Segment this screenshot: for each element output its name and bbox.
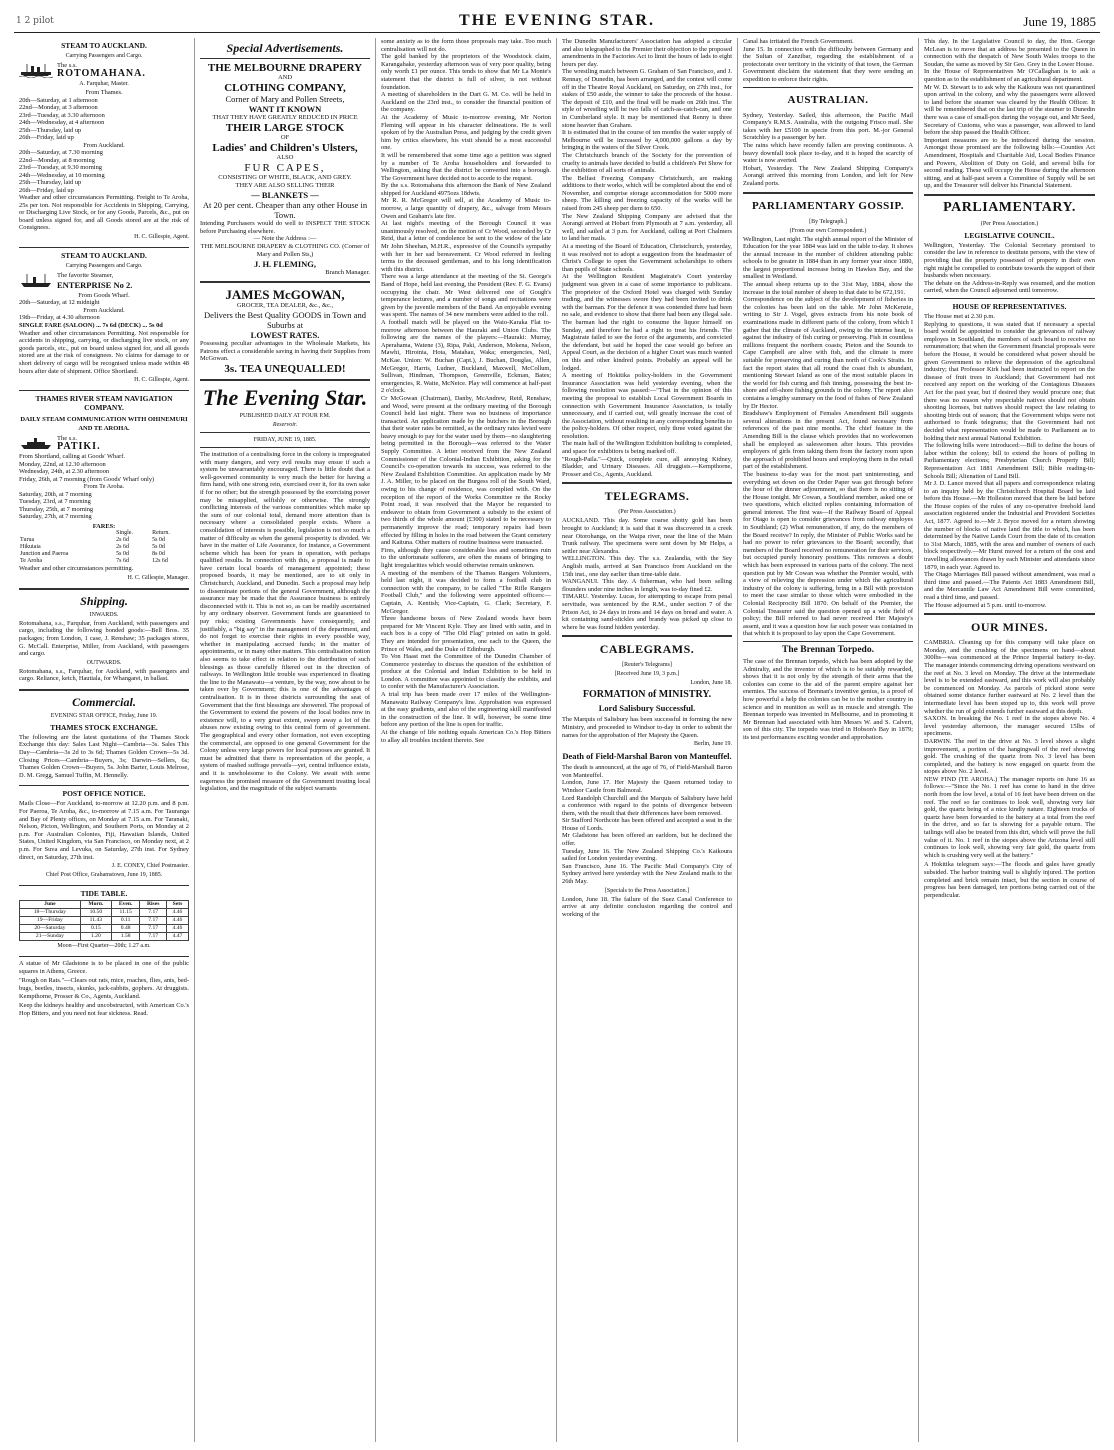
- exchange-heading: THAMES STOCK EXCHANGE.: [50, 722, 158, 732]
- table-cell: 11.15: [111, 909, 139, 917]
- table-cell: Hikutaia: [20, 544, 41, 551]
- table-cell: 0.15: [80, 925, 111, 933]
- sailing-line: 24th—Wednesday, at 4 afternoon: [19, 119, 105, 126]
- ad-line: THEY ARE ALSO SELLING THEIR: [235, 182, 335, 189]
- telegrams-text: AUCKLAND. This day. Some coarse shotty gold has been brought to Auckland; it is said that it was discovered in a creek near Otorohanga, on the Waipa river, near the line of the Main Trunk railway. The specimens were sent down by Mr Helps, a settler near Alexandra. WELLINGTON. This day. The s.s. Zealandia, with the Sey Anglish mails, arrived at San Francisco from Auckland on the 15th inst., one day earlier than time-table date. WANGANUI. This day. A fisherman, who had been selling flounders under nine inches in length, was to-day fined £2. TIMARU. Yesterday. Lucas, for attempting to escape from penal servitude, was sentenced by the R.M., under section 7 of the Prison Act, to 24 days in irons and 14 days on bread and water. A kit containing sand-stickles and brandy was picked up close to where he was found hidden yesterday.: [562, 517, 732, 631]
- table-cell: 4.47: [166, 933, 188, 941]
- divider: [562, 482, 732, 484]
- table-cell: 0.48: [111, 925, 139, 933]
- ad-line: THAT THEY HAVE GREATLY REDUCED IN PRICE: [212, 114, 358, 121]
- sailing-line: From Te Aroha.: [83, 483, 125, 491]
- divider: [743, 87, 913, 88]
- table-cell: Te Aroha: [20, 558, 43, 565]
- firm-address: Corner of Mary and Pollen Streets,: [225, 94, 345, 104]
- inwards-text: Rotomahana, s.s., Farquhar, from Auckland, with passengers and cargo, including the following bonded goods:—Bell Bros. 35 packages; from London, 1 case, J. Renshaw; 35 packages stores, G. McCall. Enterprise, Miller, from Auckland, with passengers and cargo.: [19, 619, 189, 658]
- australian-text: Sydney, Yesterday. Sailed, this afternoon, the Pacific Mail Company's R.M.S. Australia, with the outgoing Frisco mail. She takes with her £5100 in specie from this port. M.-jor General Scratchley is a passenger by her. The rains which have recently fallen are proving continuous. A heavy downfall took place to-day, and it is hoped the scarcity of water is now averted. Hobart, Yesterday. The New Zealand Shipping Company's Aorangi arrived this morning from London, and left for New Zealand ports.: [743, 111, 913, 187]
- divider: [19, 247, 189, 248]
- news-item: Keep the kidneys healthy and uncobstructed, with American Co.'s Hop Bitters, and you need not fear sickness. Read.: [19, 1002, 189, 1017]
- divider: [19, 689, 189, 691]
- manager-title: Branch Manager.: [325, 269, 370, 277]
- sailing-line: From Auckland.: [83, 306, 125, 314]
- table-cell: 20—Saturday: [20, 925, 81, 933]
- news-item: A statue of Mr Gladstone is to be placed in one of the public squares in Athens, Greece.: [19, 960, 189, 975]
- sailing-line: Monday, 22nd, at 12.30 afternoon: [19, 460, 106, 468]
- section-heading: THAMES RIVER STEAM NAVIGATION COMPANY.: [35, 394, 173, 413]
- masthead: [14, 6, 1100, 33]
- sailing-line: 20th—Saturday, at 12 midnight: [19, 299, 100, 307]
- table-row: [19, 551, 189, 558]
- agent-signature: H. C. Gillespie, Manager.: [127, 574, 189, 581]
- cablegrams-received: [Received June 19, 3 p.m.]: [614, 671, 680, 678]
- divider: [924, 613, 1095, 615]
- divider: [200, 281, 370, 283]
- section-subheading: Carrying Passengers and Cargo.: [65, 53, 143, 59]
- house-heading: HOUSE OF REPRESENTATIVES.: [952, 302, 1067, 312]
- shipping-note: Weather and other circumstances Permitting. Not responsible for accidents in shipping, carrying, or discharging live stock, or any goods parcels, etc., put on board unless signed for, and all goods stored are at the risk of consignees. No claims for damage to or short delivery of cargo will be recognised unless made within 48 hours after date of shipment. Office Shortland.: [19, 329, 189, 375]
- table-cell: 8s 0d: [152, 551, 165, 558]
- ad-line: THE MELBOURNE DRAPERY & CLOTHING CO. (Corner of Mary and Pollen Sts,): [200, 243, 370, 259]
- divider: [924, 194, 1095, 196]
- hokitika-text: A Hokitika telegram says:—The floods and gales have greatly subsided. The harbor training wall is slightly injured. The portion completed and brick remain intact, but the section in course of progress has been damaged, ten portions being carried out of the perpendicular.: [924, 861, 1095, 899]
- table-row: [19, 544, 189, 551]
- divider: [200, 58, 370, 59]
- sailing-line: 20th—Saturday, at 1 afternoon: [19, 96, 98, 104]
- enterprise-ad: [19, 251, 189, 384]
- table-row: [20, 917, 189, 925]
- cable-news-text: The death is announced, at the age of 76, of Field-Marshall Baron von Manteuffel. London, June 17. Her Majesty the Queen returned today to Windsor Castle from Balmoral. Lord Randolph Churchill and the Marquis of Salisbury have held a conference with regard to the points of divergence between them, with the result that their differences have been removed. Sir Stafford Northcote has been offered and accepted a seat in the House of Lords. Mr Gladstone has been offered an earldom, but he declined the offer. Tuesday, June 16. The New Zealand Shipping Co.'s Kaikoura sailed for London yesterday evening. San Francisco, June 16. The Pacific Mail Company's City of Sydney arrived here yesterday with the New Zealand mails to the 26th May.: [562, 764, 732, 886]
- gossip-correspondent: (From our own Correspondent.): [789, 227, 867, 234]
- divider: [200, 379, 370, 381]
- house-text: The House met at 2.30 p.m. Replying to questions, it was stated that if necessary a special board would be appointed to consider the grievances of railway employes in Southland, the members of such board to receive no remuneration; that when the Government financial proposals were before the House, it would be considered what power should be given Government to relieve the depression of the agricultural industry; that Professor Kirk had been instructed to report on the disease of fruit trees in Auckland; that Government had not received any report on the working of the Contagious Diseases Act for the past year, but if desired they would procure one; that there was no reason why respectable natives should not obtain shooting licenses, but natives should respect the law relating to shooting birds out of season; that the Government whips were not authorised to frank telegrams; that the Government had not decided what representation would be made to Parliament as to holding their next annual National Exhibition. The following bills were introduced:—Bill to define the hours of labor within the colony; bill to extend the hours of polling in Parliamentary elections; Presbyterian Church Property Bill; Representation Act 1881 Amendment Bill; Bible reading-in-Schools Bill; Alienation of Land Bill. Mr J. D. Lance moved that all papers and correspondence relating to an inquiry held by the Christchurch Hospital Board be laid before this House.—Mr Holleston moved that there be laid before the House copies of the rules of any co-operative freehold land association registered under the Industrial and Provident Societies Act, 1877. Agreed to.—Mr J. Bryce moved for a return showing the number of blocks of native land the title to which, has been determined by the Native Lands Court from the date of its creation to 31st March, 1885, with the area and number of owners of each block respectively.—Mr Hurst moved for a return of the cost and travelling allowances drawn by each Minister and attendants since 1879, in each year. Agreed to. The Otago Marriages Bill passed without amendment, was read a third time and passed.—The Patents Act 1883 Amendment Bill, and the Mercantile Law Act Amendment Bill were committed, read a third time, and passed. The House adjourned at 5 p.m. until to-morrow.: [924, 313, 1095, 609]
- sailing-line: 25th—Thursday, laid up: [19, 126, 82, 134]
- corner-label: 1 2 pilot: [16, 16, 54, 26]
- shipping-section: [19, 594, 189, 683]
- divider: [19, 785, 189, 786]
- telegrams-subheading: (Per Press Association.): [618, 509, 676, 516]
- section-subheading: DAILY STEAM COMMUNICATION WITH OHINEMURI AND TE AROHA.: [20, 416, 188, 433]
- section-heading: STEAM TO AUCKLAND.: [61, 250, 147, 260]
- table-cell: Turua: [20, 537, 35, 544]
- sailing-line: 23rd—Tuesday, at 3.30 afternoon: [19, 111, 105, 119]
- newspaper-title: THE EVENING STAR.: [459, 12, 655, 29]
- ship-prefix: The s.s.: [57, 435, 78, 443]
- ad-line: THEIR LARGE STOCK: [225, 122, 345, 134]
- ad-line: CONSISTING OF WHITE, BLACK, AND GREY.: [218, 174, 352, 181]
- commercial-subheading: EVENING STAR OFFICE, Friday, June 19.: [50, 712, 158, 719]
- table-cell: 7s 6d: [116, 558, 129, 565]
- ship-block: [19, 435, 189, 451]
- patiki-ad: [19, 394, 189, 582]
- table-row: [20, 933, 189, 941]
- parliamentary-heading: PARLIAMENTARY.: [943, 199, 1076, 215]
- sailing-line: From Shortland, calling at Goods' Wharf.: [19, 453, 125, 461]
- table-cell: 7.17: [140, 917, 167, 925]
- mcgowan-ad: [200, 287, 370, 375]
- fares-table: [19, 530, 189, 565]
- newspaper-banner: The Evening Star.: [202, 384, 368, 410]
- table-cell: 5s 0d: [152, 544, 165, 551]
- table-row: [19, 537, 189, 544]
- rotomahana-ad: [19, 41, 189, 241]
- inwards-heading: INWARDS.: [89, 611, 119, 618]
- table-header-cell: Return.: [152, 530, 170, 537]
- table-cell: 21—Sunday: [20, 933, 81, 941]
- manager-name: J. H. FLEMING,: [253, 259, 317, 270]
- parliamentary-subheading: (Per Press Association.): [980, 220, 1039, 227]
- commercial-section: [19, 695, 189, 780]
- shipping-heading: Shipping.: [80, 593, 128, 608]
- agent-signature: H. C. Gillespie, Agent.: [134, 233, 189, 240]
- sailing-line: Wednesday, 24th, at 2.30 afternoon: [19, 468, 110, 476]
- ship-master: A. Farquhar, Master.: [79, 81, 129, 87]
- table-header-cell: Morn.: [80, 901, 111, 909]
- table-cell: 5s 0d: [152, 537, 165, 544]
- outwards-heading: OUTWARDS.: [86, 659, 122, 666]
- ad-conjunction: AND: [277, 74, 293, 81]
- banner-subtitle: PUBLISHED DAILY AT FOUR P.M.: [239, 412, 331, 419]
- ship-name: ENTERPRISE No 2.: [57, 279, 133, 290]
- fare-line: SINGLE FARE (SALOON) ... 7s 6d (DECK) ... 5s 0d: [19, 321, 163, 329]
- table-header-cell: Sets: [166, 901, 188, 909]
- sailing-line: Tuesday, 23rd, at 7 morning: [19, 498, 91, 506]
- cablegrams-dateline: London, June 18.: [690, 680, 732, 687]
- table-header-cell: [19, 530, 115, 537]
- news-text: The Dunedin Manufacturers' Association has adopted a circular and also telegraphed to the Premier their objection to the proposed amendments in the Factories Act to limit the hours of lads to eight hours per day. The wrestling match between G. Graham of San Francisco, and J. Rennay, of Dunedin, has been arranged, and the contest will come off in the Theatre Royal Auckland, on Saturday, on 27th inst., for stakes of £50 aside, the winner to take the proceeds of the house. The deposit of £10, and the final will be made on 26th inst. The style of wrestling will be two falls of catch-as-catch-can, and one in Cumberland style. It may be mentioned that Renny is three stone heavier than Graham. It is estimated that in the course of ten months the water supply of Melbourne will be increased by 4,000,000 gallons a day by bringing in the waters of the Silver Creek. The Christchurch branch of the Society for the prevention of cruelty to animals have decided to build a children's Pet Show for the exhibition of all sorts of animals. The Belfast Freezing Company Christchurch, are making additions to their works, which will be completed about the end of November, and comprise storage accommodation for 5000 more sheep. The killing and freezing capacity of the works will be raised from 245 sheep per diem to 650. The New Zealand Shipping Company are advised that the Aorangi arrived at Hobart from Plymouth at 7 a.m. yesterday, all well, and sailed at 3 p.m. for Auckland, calling at Port Chalmers to land her mails. At a meeting of the Board of Education, Christchurch, yesterday, it was resolved not to adopt a suggestion from the headmaster of Christ's College to open the Government scholarships to others than pupils of State schools. At the Wellington Resident Magistrate's Court yesterday judgment was given in a case of some importance to publicans. The proprietor of the Oxford Hotel was charged with Sunday trading, and the witnesses swore they had been invited to drink with the barman. For the defence it was contended there had been no sale, and evidence to show that there had been any illegal sale. The barman had the right to consume the liquor himself on Sunday, and therefore he had a right to treat his friends. The Magistrate failed to see the force of the arguments, and convicted the defendant, but said he hoped the case would go before an Appeal Court, as the decision of a higher Court was much wanted on this and other kindred points. Probably an appeal will be lodged. A meeting of Hokitika policy-holders in the Government Insurance Association was held yesterday evening, when the following resolution was passed:—"That in the opinion of this meeting the proposal to establish Local Government Boards in connection with Government Insurance Association, is totally unnecessary, and if carried out, will greatly increase the cost of the Association, without resulting in any corresponding benefits to the policy-holders. Of other respect, only three voted against the resolution. The main hall of the Wellington Exhibition building is completed, and space for exhibitors is being marked off. "Rough-Paila."—Quick, complete cure, all annoying Kidney, Bladder, and Urinary Diseases. All druggists.—Kempthorne, Prosser and Co., Agents, Auckland.: [562, 38, 733, 478]
- sailing-line: 24th—Wednesday, at 10 morning: [19, 171, 105, 179]
- firm-name: THE MELBOURNE DRAPERY: [207, 62, 363, 74]
- exchange-text: The following are the latest quotations of the Thames Stock Exchange this day: Sales Last Night—Cambria—3s. Sales This Day—Cambria—3s 2d to 3s 6d; Thames Golden Crown—5s 3d. Closing Prices—Cambria—Buyers, 3s; Darwin—Sellers, 6s; Thames Golden Crown—Buyers, 5s. John Barter, Louis Melrose, D. M. Gregg, Samuel Tuffin, M. Hennelly.: [19, 733, 189, 779]
- column-4: [557, 38, 738, 1442]
- table-cell: 5s 0d: [116, 551, 129, 558]
- melbourne-drapery-ad: [200, 62, 370, 277]
- divider: [743, 641, 913, 642]
- table-cell: 1.58: [111, 933, 139, 941]
- mines-text: CAMBRIA. Cleaning up for this company will take place on Monday, and the crushing of the specimens on hand—about 300lbs—was commenced at the Prince Imperial battery to-day. The manager intends commencing driving operations westward on the reef at No. 3 level on Monday. The drive at the intermediate level is to be extended eastward, and this work will also probably be commenced on Monday. As parcels of picked stone were obtained some distance further eastward at No. 2 level than the intermediate level has been stoped up to, this work will prove whether the run of gold extends further eastward at this depth. SAXON. In breaking the No. 1 reef in the stopes above No. 4 level yesterday afternoon, the manager secured 15lbs of specimens. DARWIN. The reef in the drive at No. 3 level shows a slight improvement, a portion of the hangingwall of the reef showing gold. The crushing of the quartz from No. 3 level has been completed, and the battery is now engaged on quartz from the stopes above No. 2 level. NEW FIND (TE AROHA.) The manager reports on June 16 as follows:—"Since the No. 1 reef has come to hand in the drive north from the low level, a total of 16 feet have been driven on the reef. The reef so far continues to look well, showing very fair gold, the quartz being of a nice kindly nature. Eighteen trucks of quartz have been forwarded to the battery at a total from the reef in the drive, and so far is showing for a payable return. The tailings will also be treated from this dirt, which will prove the full value of it. No. 1 reef in the stopes above the Arizona level still continues to look well, showing very fair gold, the quartz from which is crushing very well at the battery.": [924, 639, 1095, 859]
- steamship-icon: [19, 62, 53, 78]
- table-cell: 7.17: [140, 909, 167, 917]
- fares-title: FARES:: [92, 522, 116, 530]
- table-row: [19, 530, 189, 537]
- table-cell: 19—Friday: [20, 917, 81, 925]
- ad-line: WANT IT KNOWN: [248, 104, 322, 114]
- suez-text: London, June 18. The failure of the Suez Canal Conference to arrive at any definite conclusion regarding the control and working of the: [562, 895, 732, 918]
- ship-block: [19, 272, 189, 290]
- salisbury-headline: Lord Salisbury Successful.: [598, 703, 696, 714]
- divider: [19, 956, 189, 957]
- table-cell: Junction and Paeroa: [20, 551, 69, 558]
- section-subheading: Carrying Passengers and Cargo.: [65, 262, 143, 269]
- column-6: [919, 38, 1100, 1442]
- commercial-heading: Commercial.: [72, 694, 136, 709]
- divider: [19, 390, 189, 391]
- table-cell: 7.17: [140, 933, 167, 941]
- column-5: [738, 38, 919, 1442]
- sailing-times: [19, 89, 189, 194]
- sailing-line: From Auckland.: [83, 141, 125, 149]
- special-ads-heading: Special Advertisements.: [226, 41, 344, 55]
- table-header-cell: June: [20, 901, 81, 909]
- sailing-line: Friday, 26th, at 7 morning (from Goods' Wharf only): [19, 475, 155, 483]
- table-header-cell: Even.: [111, 901, 139, 909]
- banner-note: Reservoir.: [272, 421, 298, 428]
- table-cell: 4.46: [166, 925, 188, 933]
- news-item: "Rough on Rats."—Clears out rats, mice, roaches, flies, ants, bed-bugs, beetles, insects, skunks, jack-rabbits, gophers. At druggists. Kempthorne, Prosser & Co., Agents, Auckland.: [19, 977, 189, 1000]
- sailing-line: From Goods Wharf.: [78, 291, 130, 299]
- ship-prefix: The favorite Steamer,: [57, 271, 114, 279]
- divider: [924, 298, 1095, 299]
- divider: [743, 192, 913, 194]
- grocer-name: JAMES McGOWAN,: [225, 287, 345, 303]
- formation-headline: FORMATION of MINISTRY.: [582, 689, 712, 701]
- ad-line: Intending Purchasers would do well to INSPECT THE STOCK before Purchasing elsewhere.: [200, 220, 370, 235]
- fares-note: Weather and other circumstances permitting.: [19, 565, 134, 573]
- sailing-line: Thursday, 25th, at 7 morning: [19, 505, 94, 513]
- table-cell: 18—Thursday: [20, 909, 81, 917]
- ad-line: Ladies' and Children's Ulsters,: [212, 142, 358, 154]
- moon-phase: Moon—First Quarter—20th; 1.27 a.m.: [57, 943, 151, 950]
- ship-block: [19, 62, 189, 78]
- sailing-line: 23rd—Tuesday, at 9.30 morning: [19, 164, 102, 171]
- table-header-cell: Single.: [116, 530, 133, 537]
- table-cell: 1.20: [80, 933, 111, 941]
- legislative-council-text: Wellington, Yesterday. The Colonial Secretary promised to consider the law in reference to destitute persons, with the view of providing that the property possessed of property in their own right might be compelled to contribute towards the support of their husbands when necessary. The debate on the Address-in-Reply was resumed, and the motion carried, when the Council adjourned until tomorrow.: [924, 241, 1095, 295]
- section-heading: STEAM TO AUCKLAND.: [61, 41, 147, 50]
- sailing-line: Saturday, 20th, at 7 morning: [19, 490, 92, 498]
- local-news-text: some anxiety as to the form those proposals may take. Too much centralisation will not do. The gold banked by the proprietors of the Woodstock claim, Karangahake, yesterday afternoon was of very poor quality, being only worth £1 per ounce. This tends to show that Mr La Monte's statement that the district is full of silver, is not without foundation. A meeting of shareholders in the Dart G. M. Co. will be held in Auckland on the 23rd inst., to consider the financial position of the company. At the Academy of Music to-morrow evening, Mr Norton Fleming will appear in his character delineations. He is well spoken of by the Australian Press, and judging by the credit given him by critics elsewhere, his visit should be a most successful one. It will be remembered that some time ago a petition was signed by a number of Te Aroha householders and forwarded to Wellington, asking that the district be converted into a borough. The Government have decided not to accede to the request. By the s.s. Rotomahana this afternoon the Bank of New Zealand shipped for Auckland 4975ozs 18dwts. Mr R. R. McGregor will sell, at the Academy of Music to-morrow, a large quantity of drapery, &c., salvage from Messrs Owen and Graham's late fire. At last night's meeting of the Borough Council it was unanimously resolved, on the motion of Cr Wood, seconded by Cr Reid, that a letter of condolence be sent to the widow of the late Mr John Sheehan, M.H.R., expressive of the Council's sympathy with her in her sad bereavement. Cr Wood referred in feeling terms to the deceased gentleman, and to his long identification with this district. There was a large attendance at the meeting of the St. George's Band of Hope, held last evening, the President (Rev. F. G. Evans) occupying the chair. Mr West delivered one of Gough's temperance lectures, and a number of songs and recitations were given by the juvenile members of the Band. An enjoyable evening was spent. The names of 34 new members were added to the roll. A football match will be played on the Waio-Karaka Flat to-morrow afternoon between the Hauraki and Union Clubs. The following are the names of the players:—Hauraki: Murray, Aperahama, Watene (3), Ripa, Paki, Anderson, Mokena, Nelson, Mawhi, Hiroinia, Hota, Matahau, Waka; emergencies, Neil, McKae. Union: W. Buchan (Capt.), J. Buchan, Douglas, Allen, McGregor, Harris, Ludner, Buckland, Maxwell, McCollum, Sullivan, Hindman, Thompson, Greenville, Eckman, Bates; emergencies, R. Waite, McNeice. Play will commence at half-past 2 o'clock. Cr McGowan (Chairman), Danby, McAndrew, Reid, Renshaw, and Wood, were present at the ordinary meeting of the Borough Council held last night. There was no business of importance transacted. An application made by the butchers in the Borough that their water rates be remitted, as the ordinary rates levied were heavy enough to pay for the water used by them—no slaughtering being permitted in the Borough—was referred to the Water Supply Committee. A letter received from the New Zealand Commissioner of the Colonial-Indian Exhibition, asking for the Council's co-operation towards its success, was referred to the New Zealand Exhibition Committee. An application made by Mr J. A. Miller, to be placed on the Burgess roll of the South Ward, owing to his change of residence, was complied with. On the reception of the report of the Works Committee re the Rocky Point road, it was resolved that the Mayor be requested to endeavor to obtain from Government a subsidy to the extent of two thirds of the whole amount (£300) stated to be necessary to permanently improve the road; temporary repairs had been effected by filling in holes in the road between the Grant cemetery and Kaituna. Other matters of routine business were transacted. Fires, although they cause considerable loss and sometimes ruin to the unfortunate sufferers, are often the means of bringing to light irregularities which would otherwise remain unknown. A meeting of the members of the Thames Rangers Volunteers, held last night, it was decided to form a football club in connection with the company, to be called "The Rifle Rangers Football Club," and the following were appointed officers:—Captain, A. Kentish; Vice-Captain, G. Clark; Secretary, F. McGregor. Three handsome boxes of New Zealand woods have been prepared for Mr Vincent Kyle. They are lined with satin, and in each box is a copy of "The Old Flag" printed on satin in gold. They are intended for presentation, one each to the Queen, the Prince of Wales, and the Duke of Edinburgh. To Von Haast met the Committee of the Dunedin Chamber of Commerce yesterday to discuss the question of the exhibition of produce at the Colonial and Indian Exhibition to be held in London. A committee was appointed to classify the exhibits, and to confer with the Manufacturer's Association. A trial trip has been made over 17 miles of the Wellington-Manawatu Railway Company's line. Approbation was expressed at the easy gradients, and also of the engineering skill manifested in the construction of the line. It will, however, be some time before any portion of the line is open for traffic. At the change of life nothing equals American Co.'s Hop Bitters to allay all troubles incident thereto. See: [381, 38, 551, 744]
- outwards-text: Rotomahana, s.s., Farquhar, for Auckland, with passengers and cargo. Reliance, ketch, Hautiala, for Whangarei, in ballast.: [19, 667, 189, 683]
- sailing-line: 19th—Friday, at 4.30 afternoon: [19, 314, 100, 322]
- divider: [19, 885, 189, 886]
- divider: [200, 447, 370, 448]
- post-office-location: Chief Post Office, Grahamstown, June 19, 1885.: [45, 872, 163, 879]
- post-office-text: Mails Close—For Auckland, to-morrow at 12.20 p.m. and 8 p.m. For Paeroa, Te Aroha, &c., to-morrow at 7.15 a.m. For Tauranga and Bay of Plenty offices, on Monday at 7.15 a.m. For Taranaki, Nelson, Picton, Wellington, and Southern Ports, on Monday at 2 p.m. For Australian Colonies, Fiji, Hawaiian Islands, United States, United Kingdom, via San Francisco, on Monday next, at 2 p.m. For Suva and Levuka, on Saturday, 27th inst. For Sydney direct, on Saturday, 27th inst.: [19, 800, 189, 861]
- ad-line: FUR CAPES,: [244, 162, 326, 174]
- column-2: [195, 38, 376, 1442]
- torpedo-headline: The Brennan Torpedo.: [782, 644, 874, 655]
- ship-name: ROTOMAHANA.: [57, 68, 146, 80]
- table-cell: 11.43: [80, 917, 111, 925]
- divider: [200, 432, 370, 433]
- table-cell: 4.46: [166, 917, 188, 925]
- ad-line: LOWEST RATES.: [250, 330, 320, 341]
- sailing-times: [19, 292, 189, 322]
- legislative-council-heading: LEGISLATIVE COUNCIL.: [964, 230, 1055, 240]
- ad-line: ALSO: [276, 154, 294, 161]
- gossip-heading: PARLIAMENTARY GOSSIP.: [752, 199, 904, 212]
- specials-note: [Specials to the Press Association.]: [604, 887, 690, 894]
- ad-line: Delivers the Best Quality GOODS in Town and Suburbs at: [204, 310, 366, 331]
- table-row: [20, 909, 189, 917]
- issue-date: June 19, 1885: [1023, 14, 1096, 29]
- tide-table-heading: TIDE TABLE.: [80, 889, 128, 899]
- firm-name: CLOTHING COMPANY,: [224, 82, 346, 94]
- steamship-icon: [19, 435, 53, 451]
- divider: [19, 588, 189, 590]
- mines-heading: OUR MINES.: [970, 620, 1048, 635]
- tea-offer: 3s. TEA UNEQUALLED!: [224, 362, 346, 375]
- sailing-times: [19, 453, 189, 521]
- ad-line: OF: [280, 134, 290, 141]
- table-cell: 2s 6d: [116, 537, 129, 544]
- ad-line: At 20 per cent. Cheaper than any other House in Town.: [202, 200, 368, 220]
- news-text: This day. In the Legislative Council to day, the Hon. George McLean is to move that an address be presented to the Queen in connection with the despatch of New South Wales troops to the Soudan, the same as moved by Sir Geo. Grey in the Lower House. In the House of Representatives Mr O'Callaghan is to ask a question as to the establishment of an agricultural department. Mr W. D. Stewart is to ask why the Kaikoura was not quarantined upon arrival in the colony, and why the passengers were allowed to land before the steamer was cleared by the Health Officer. It will be remembered that on the last trip of the steamer to Dunedin there was a case of small-pox during the voyage out, and Mr Seed, Secretary of Customs, who was a passenger, was allowed to land before the ship passed the Health Officer. Important measures are to be introduced during the session. Amongst those promised are the following bills:—Counties Act Amendment, Hospitals and Charitable Aid, Local Bodies Finance and Powers, Abolition of Duty on Gold, and several bills for second reading. These will occupy the House during the afternoon sitting, and at half-past seven a Committee of Supply will be set up, and the Treasurer will deliver his Financial Statement.: [924, 38, 1095, 190]
- tide-table: [19, 900, 189, 941]
- news-text: Canal has irritated the French Government. June 15. In connection with the difficulty between Germany and the Sultan of Zanzibar, regarding the establishment of a protectorate over territory in the vicinity of that town, the German Government disclaim the statement that they were sending an expedition to enforce their rights.: [743, 38, 913, 83]
- gossip-text: Wellington, Last night. The eighth annual report of the Minister of Education for the year 1884 was laid on the table to-day. It shows the annual increase in the number of children attending public schools to be greater in 1884 than in any former year since 1880, the largest proportional increase being in Hawkes Bay, and the smallest in Westland. The annual sheep returns up to the 31st May, 1884, show the increase in the total number of sheep to that date to be 672,191. Correspondence on the subject of the development of fisheries in the colonies has been laid on the table. Mr John McKenzie, writing to Sir J. Vogel, gives extracts from his note book of examinations made in different parts of the colony, from which I gather that the climate of Auckland, owing to the intense heat, is against the industry of fish curing or preserving. Fish in countless millions frequent the northern coasts; Pieton and the Sounds to Cape Campbell are alive with fish, and the climate is more suitable for preserving and curing than north of Cook's Straits. In fact the report states that all round the coast fish is abundant, mentioning Stewart Island as one of the most suitable places in the world for fish curing and fish tinning, possessing the best in-shore and off-shore fishing grounds in the colony. The report also contains a lengthy summary on the food of fishes of New Zealand by Dr Hector. Bradshaw's Employment of Females Amendment Bill suggests several alterations in the present Act, found necessary from references of the past nine months. The chief feature in the Amending Bill is the clause which provides that no workwomen shall be employed as saleswomen after hours. This provides employers of girls from taking them from the factory room upon the approach of prohibited hours and employing them in the retail part of the establishment. The business to-day was for the most part uninteresting, and everything set down on the Order Paper was got through before the hour of the dinner adjournment, so that there is no sitting of the House tonight. Mr Cowan, a Southland member, asked one or two questions, which elicited replies containing information of general interest. The first was—If the Railway Board of Appeal for Otago is open to consider grievances from railway employes in Southland; (2) What remuneration, if any, do the members of the Board receive? In reply, the Minister of Public Works said he had no power to refer grievances to the Board; secondly, that members of the Board received no remuneration for their services, but occupied purely honorary positions. This removes a doubt which has been expressed in various parts of the colony. The next question put by Mr Cowan was whether the Premier would, with a view of relieving the depression under which the agricultural industry of the colony is suffering, bring in a Bill with provision to meet the case similar to those which were embodied in the Colonial Reciprocity Bill 1870. On behalf of the Premier, the Colonial Treasurer said the question opened up a wide field of policy; the Bill referred to had never received Her Majesty's assent, and it was a question how far such power was contained in that which it is proposed to lay upon the Cape Government.: [743, 235, 913, 638]
- sailing-line: From Thames.: [85, 89, 123, 96]
- sailing-line: Saturday, 27th, at 7 morning: [19, 513, 92, 521]
- table-cell: 2s 6d: [116, 544, 129, 551]
- ad-line: Possessing peculiar advantages in the Wholesale Markets, his Patrons effect a considerable saving in having their Supplies from McGowan.: [200, 340, 370, 363]
- ship-name: PATIKI.: [57, 441, 101, 453]
- cablegrams-subheading: [Reuter's Telegrams]: [622, 662, 672, 669]
- torpedo-text: The case of the Brennan torpedo, which has been adopted by the Admiralty, and the inventor of which is to be suitably rewarded, shows that it is not only by the strength of their arms that the colonies can come to the aid of the parent empire against her enemies. The success of Brennan's inventive genius, is a proof of how powerful a help the colonies can be to the mother country in science and in munition as well as in muscle and strength. The Brennan torpedo was invented in Melbourne, and in promoting it Mr Brennan had associated with him Messrs W. and S. Calvert, son of this city. The torpedo was tried in Hobson's Bay in 1879; its test performances exciting wonder and approbation.: [743, 657, 913, 741]
- column-3: [376, 38, 557, 1442]
- divider: [562, 635, 732, 637]
- shipping-note: Weather and other circumstances Permitting. Freight to Te Aroha, 25s per ton. Not responsible for Accidents in Shipping, Carrying, or Discharging Live Stock, or for any Goods, Parcels, &c., put on board unless signed for, and all Goods stored are at the risk of Consignees.: [19, 194, 189, 232]
- post-office-heading: POST OFFICE NOTICE.: [62, 789, 146, 799]
- table-cell: 0.11: [111, 917, 139, 925]
- ad-line: — BLANKETS —: [251, 190, 319, 200]
- table-cell: 4.46: [166, 909, 188, 917]
- table-cell: 10.50: [80, 909, 111, 917]
- ad-line: — Note the Address :—: [253, 235, 317, 243]
- table-header-cell: Rises: [140, 901, 167, 909]
- post-office-section: [19, 789, 189, 879]
- dateline: FRIDAY, JUNE 19, 1885.: [253, 436, 317, 443]
- agent-signature: H. C. Gillespie, Agent.: [134, 377, 189, 384]
- grocer-trade: GROCER, TEA DEALER, &c., &c.,: [236, 302, 334, 310]
- column-1: [14, 38, 195, 1442]
- table-cell: 7.17: [140, 925, 167, 933]
- salisbury-text: The Marquis of Salisbury has been successful in forming the new Ministry, and proceeded to Windsor to-day in order to submit the names for the approbation of Her Majesty the Queen.: [562, 716, 732, 739]
- table-row: [19, 558, 189, 565]
- table-cell: 12s 6d: [152, 558, 168, 565]
- columns: [14, 38, 1100, 1442]
- cablegrams-heading: CABLEGRAMS.: [599, 642, 695, 657]
- steamship-icon: [19, 273, 53, 289]
- sailing-line: 26th—Friday, laid up: [19, 186, 74, 194]
- ship-prefix: The s.s.: [57, 62, 78, 70]
- sailing-line: 20th—Saturday, at 7.30 morning: [19, 149, 103, 156]
- tide-table-section: [19, 889, 189, 950]
- death-headline: Death of Field-Marshal Baron von Manteuffel.: [562, 751, 732, 762]
- sailing-line: 22nd—Monday, at 3 afternoon: [19, 104, 98, 111]
- gossip-subheading: [By Telegraph.]: [809, 218, 847, 225]
- table-row: [20, 901, 189, 909]
- table-row: [20, 925, 189, 933]
- sailing-line: 25th—Thursday, laid up: [19, 179, 82, 186]
- telegrams-heading: TELEGRAMS.: [604, 489, 690, 504]
- postmaster-signature: J. E. CONEY, Chief Postmaster.: [111, 863, 189, 870]
- australian-heading: AUSTRALIAN.: [787, 93, 869, 106]
- sailing-line: 26th—Friday, laid up: [19, 134, 74, 141]
- sailing-line: 22nd—Monday, at 8 morning: [19, 156, 95, 164]
- berlin-dateline: Berlin, June 19.: [694, 741, 732, 748]
- editorial-text: The institution of a centralising force in the colony is impregnated with many dangers, and very evil results may ensue if such a system be unwarrantably encouraged. There is little doubt that a well-governed community is very much the better for having a firm hand, with one strong rein, exercised over it, for its own sake if for no other; but the strength possessed by the exercising power may be misapplied, selfishly or otherwise. The strongly conflicting interests of the various communities which make up the sum of our colonial total, demand more attention than is necessary where a consolidated people exists. Where a consolidation of interests is possible, legislation is not so much a matter of difficulty as when the general prosperity is divided. We have in the matter of Life Assurance, for instance, a Government scheme which has been for years in operation, with perhaps qualified results. In connection with this, a proposal is made to have certain local boards of management appointed; these proposed boards, it may be mentioned, are to sit only in Christchurch, Auckland, and Dunedin. Such a proposal may help to disseminate portions of the general Government, although the assurance may be made that the Assurance business is entirely disconnected with it. This is not so, as can be readily ascertained by any ordinary observer. Government funds are guaranteed to pay risks; existing Governments have consequently, and justifiably, a "big say" in the management of the department, and do not forget to exercise their rights in every possible way, whether in manipulating accrued funds; in the matter of appointments, or in many other matters. This centralisation notion also seems to take effect in relation to the distribution of such blessings as those carefully filtered out in the direction of railways. In Wellington little trouble was experienced in floating the line to the Manawatu—a venture, by the way, now about to be taken over by Government; this is one of the advantages of centralisation. It is in those districts surrounding the seat of Government that the first blessings are showered. The proposal of the Government to extend the powers of the local bodies now in existence will, to a very great extent, sweep away a lot of the abuses now existing owing to this central form of government. The geographical and every other formation, not even excepting the commercial, are opposed to one general Government for the Colony unless very large powers for local purposes are granted. It must be admitted that there is representation of the people, a system of mashed suffrage prevails—yet, central influence exists, and it is unwholesome to the Colony. We await with some eagerness the promised measure of the Government treating local legislation, and the magnitude of the subject warrants: [200, 450, 370, 793]
